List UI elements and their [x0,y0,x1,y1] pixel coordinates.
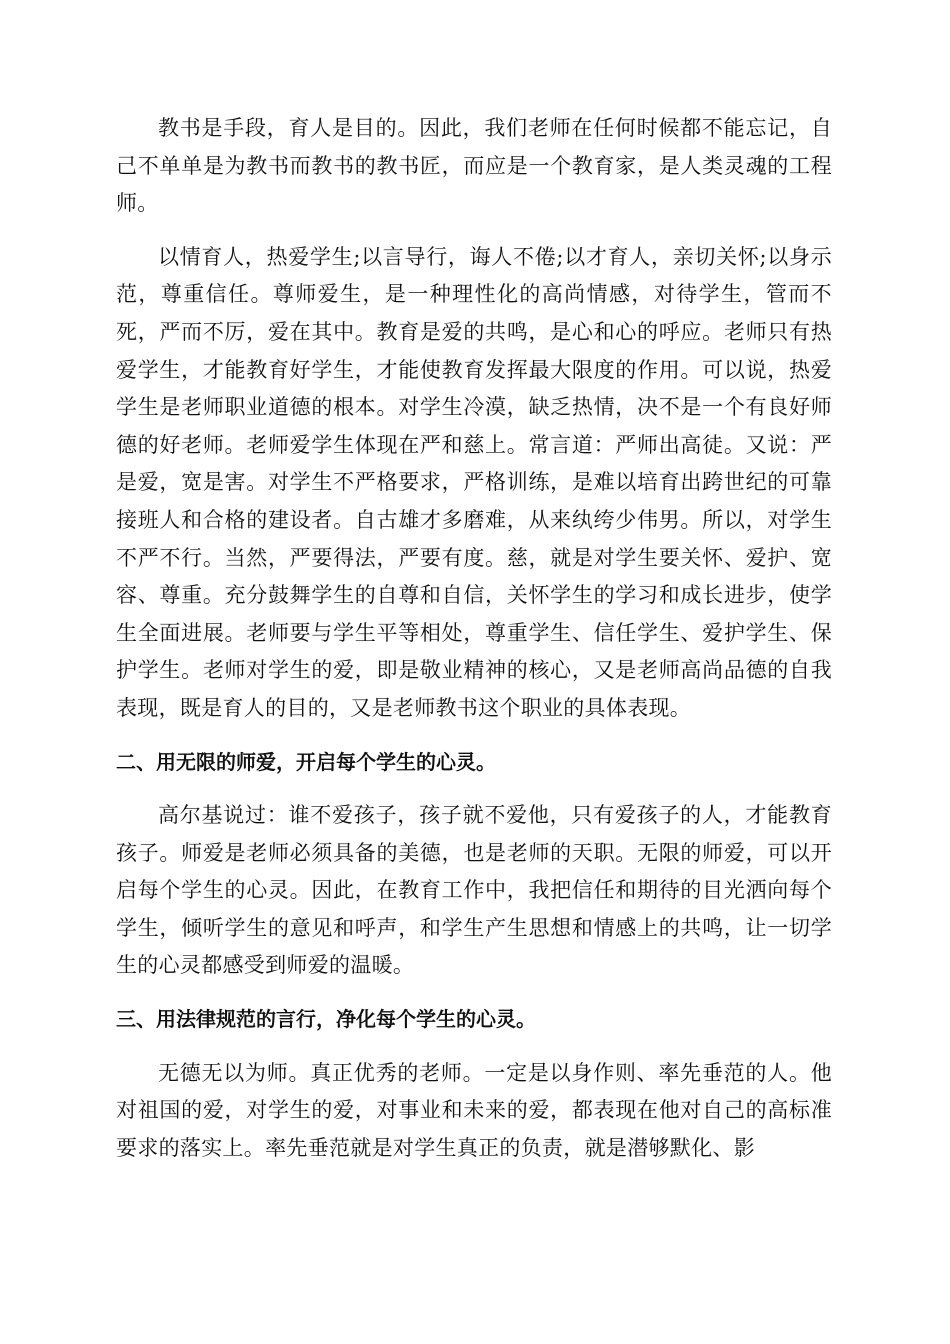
document-page [116,110,832,1183]
section-heading-3: 三、用法律规范的言行，净化每个学生的心灵。 [116,1007,536,1032]
paragraph-teaching-purpose: 教书是手段，育人是目的。因此，我们老师在任何时候都不能忘记，自己不单单是为教书而教书的教书匠，而应是一个教育家，是人类灵魂的工程师。 [116,116,832,216]
paragraph-lead-by-example: 无德无以为师。真正优秀的老师。一定是以身作则、率先垂范的人。他对祖国的爱，对学生的爱，对事业和未来的爱，都表现在他对自己的高标准要求的落实上。率先垂范就是对学生真正的负责，就是潜够默化、影 [116,1060,832,1160]
paragraph-love-students: 以情育人，热爱学生;以言导行，诲人不倦;以才育人，亲切关怀;以身示范，尊重信任。尊师爱生，是一种理性化的高尚情感，对待学生，管而不死，严而不厉，爱在其中。教育是爱的共鸣，是心和心的呼应。老师只有热爱学生，才能教育好学生，才能使教育发挥最大限度的作用。可以说，热爱学生是老师职业道德的根本。对学生冷漠，缺乏热情，决不是一个有良好师德的好老师。老师爱学生体现在严和慈上。常言道：严师出高徒。又说：严是爱，宽是害。对学生不严格要求，严格训练，是难以培育出跨世纪的可靠接班人和合格的建设者。自古雄才多磨难，从来纨绔少伟男。所以，对学生不严不行。当然，严要得法，严要有度。慈，就是对学生要关怀、爱护、宽容、尊重。充分鼓舞学生的自尊和自信，关怀学生的学习和成长进步，使学生全面进展。老师要与学生平等相处，尊重学生、信任学生、爱护学生、保护学生。老师对学生的爱，即是敬业精神的核心，又是老师高尚品德的自我表现，既是育人的目的，又是老师教书这个职业的具体表现。 [116,244,832,720]
section-heading-2: 二、用无限的师爱，开启每个学生的心灵。 [116,749,496,774]
paragraph-gorky-quote: 高尔基说过：谁不爱孩子，孩子就不爱他，只有爱孩子的人，才能教育孩子。师爱是老师必须具备的美德，也是老师的天职。无限的师爱，可以开启每个学生的心灵。因此，在教育工作中，我把信任和期待的目光洒向每个学生，倾听学生的意见和呼声，和学生产生思想和情感上的共鸣，让一切学生的心灵都感受到师爱的温暖。 [116,803,832,978]
